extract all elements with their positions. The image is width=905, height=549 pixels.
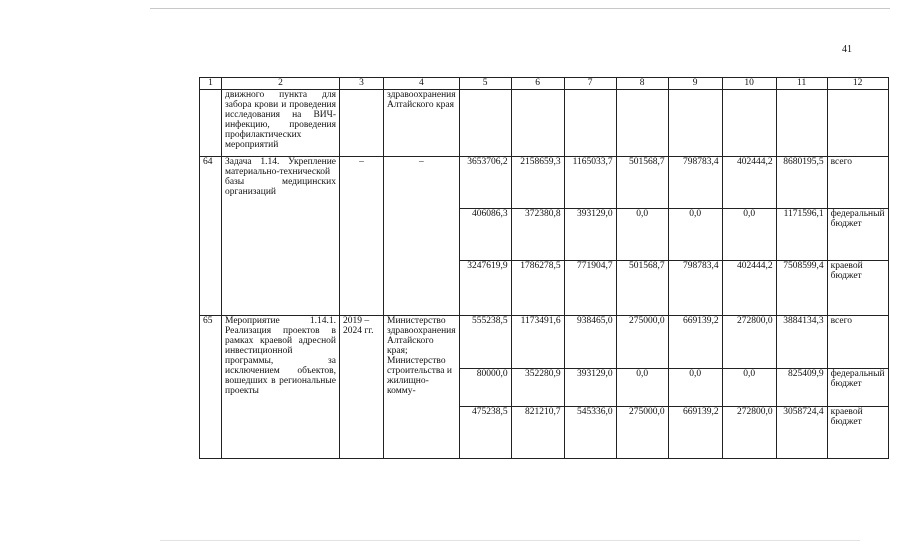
- value-cell: 669139,2: [668, 316, 722, 369]
- value-cell: 0,0: [722, 369, 776, 407]
- value-cell: [616, 90, 668, 157]
- value-cell: 0,0: [668, 369, 722, 407]
- value-cell: 555238,5: [459, 316, 511, 369]
- value-cell: 393129,0: [564, 209, 616, 261]
- scan-edge-line: [150, 8, 890, 9]
- value-cell: 0,0: [616, 209, 668, 261]
- source-cell: всего: [827, 157, 888, 209]
- value-cell: 3058724,4: [776, 407, 827, 459]
- continuation-row: [200, 90, 889, 157]
- value-cell: 393129,0: [564, 369, 616, 407]
- value-cell: [564, 90, 616, 157]
- value-cell: 821210,7: [511, 407, 564, 459]
- value-cell: 7508599,4: [776, 261, 827, 316]
- value-cell: [668, 90, 722, 157]
- row-number-cell: [200, 90, 222, 157]
- header-row: [200, 78, 889, 90]
- value-cell: 275000,0: [616, 407, 668, 459]
- scan-edge-line: [160, 540, 860, 541]
- header-cell: 9: [668, 78, 722, 90]
- source-cell: краевой бюджет: [827, 261, 888, 316]
- value-cell: 475238,5: [459, 407, 511, 459]
- value-cell: 2158659,3: [511, 157, 564, 209]
- value-cell: 798783,4: [668, 261, 722, 316]
- source-cell: федеральный бюджет: [827, 209, 888, 261]
- period-cell: –: [340, 157, 384, 316]
- source-cell: краевой бюджет: [827, 407, 888, 459]
- value-cell: 0,0: [668, 209, 722, 261]
- value-cell: 8680195,5: [776, 157, 827, 209]
- description-cell: движного пункта для забора крови и проведения исследования на ВИЧ-инфекцию, проведения профилактических мероприятий: [222, 90, 340, 157]
- value-cell: 3653706,2: [459, 157, 511, 209]
- value-cell: 0,0: [616, 369, 668, 407]
- budget-table: [199, 77, 889, 459]
- value-cell: 1173491,6: [511, 316, 564, 369]
- value-cell: 771904,7: [564, 261, 616, 316]
- value-cell: 275000,0: [616, 316, 668, 369]
- row-number-cell: 65: [200, 316, 222, 459]
- header-cell: 7: [564, 78, 616, 90]
- value-cell: 402444,2: [722, 157, 776, 209]
- row-number-cell: 64: [200, 157, 222, 316]
- header-cell: 1: [200, 78, 222, 90]
- value-cell: [511, 90, 564, 157]
- value-cell: [776, 90, 827, 157]
- executor-cell: –: [384, 157, 460, 316]
- description-cell: Задача 1.14. Укрепление материально-технической базы медицинских организаций: [222, 157, 340, 316]
- source-cell: [827, 90, 888, 157]
- value-cell: 825409,9: [776, 369, 827, 407]
- value-cell: 501568,7: [616, 261, 668, 316]
- value-cell: 1165033,7: [564, 157, 616, 209]
- value-cell: 372380,8: [511, 209, 564, 261]
- value-cell: 501568,7: [616, 157, 668, 209]
- value-cell: 798783,4: [668, 157, 722, 209]
- table-row: [200, 316, 889, 369]
- header-cell: 5: [459, 78, 511, 90]
- header-cell: 11: [776, 78, 827, 90]
- page-number: 41: [842, 44, 852, 55]
- description-cell: Мероприятие 1.14.1. Реализация проектов в рамках краевой адресной инвестиционной программы, за исключением объектов, вошедших в региональные проекты: [222, 316, 340, 459]
- executor-cell: Министерство здравоохранения Алтайского края; Министерство строительства и жилищно-комму-: [384, 316, 460, 459]
- header-cell: 10: [722, 78, 776, 90]
- value-cell: 352280,9: [511, 369, 564, 407]
- source-cell: федеральный бюджет: [827, 369, 888, 407]
- value-cell: 80000,0: [459, 369, 511, 407]
- value-cell: 3884134,3: [776, 316, 827, 369]
- header-cell: 2: [222, 78, 340, 90]
- value-cell: [459, 90, 511, 157]
- value-cell: 272800,0: [722, 316, 776, 369]
- period-cell: 2019 – 2024 гг.: [340, 316, 384, 459]
- value-cell: 1171596,1: [776, 209, 827, 261]
- source-cell: всего: [827, 316, 888, 369]
- value-cell: 545336,0: [564, 407, 616, 459]
- header-cell: 12: [827, 78, 888, 90]
- header-cell: 6: [511, 78, 564, 90]
- value-cell: 402444,2: [722, 261, 776, 316]
- value-cell: 938465,0: [564, 316, 616, 369]
- executor-cell: здравоохранения Алтайского края: [384, 90, 460, 157]
- header-cell: 3: [340, 78, 384, 90]
- header-cell: 4: [384, 78, 460, 90]
- value-cell: [722, 90, 776, 157]
- value-cell: 406086,3: [459, 209, 511, 261]
- value-cell: 0,0: [722, 209, 776, 261]
- value-cell: 669139,2: [668, 407, 722, 459]
- value-cell: 3247619,9: [459, 261, 511, 316]
- value-cell: 272800,0: [722, 407, 776, 459]
- period-cell: [340, 90, 384, 157]
- header-cell: 8: [616, 78, 668, 90]
- table-row: [200, 157, 889, 209]
- value-cell: 1786278,5: [511, 261, 564, 316]
